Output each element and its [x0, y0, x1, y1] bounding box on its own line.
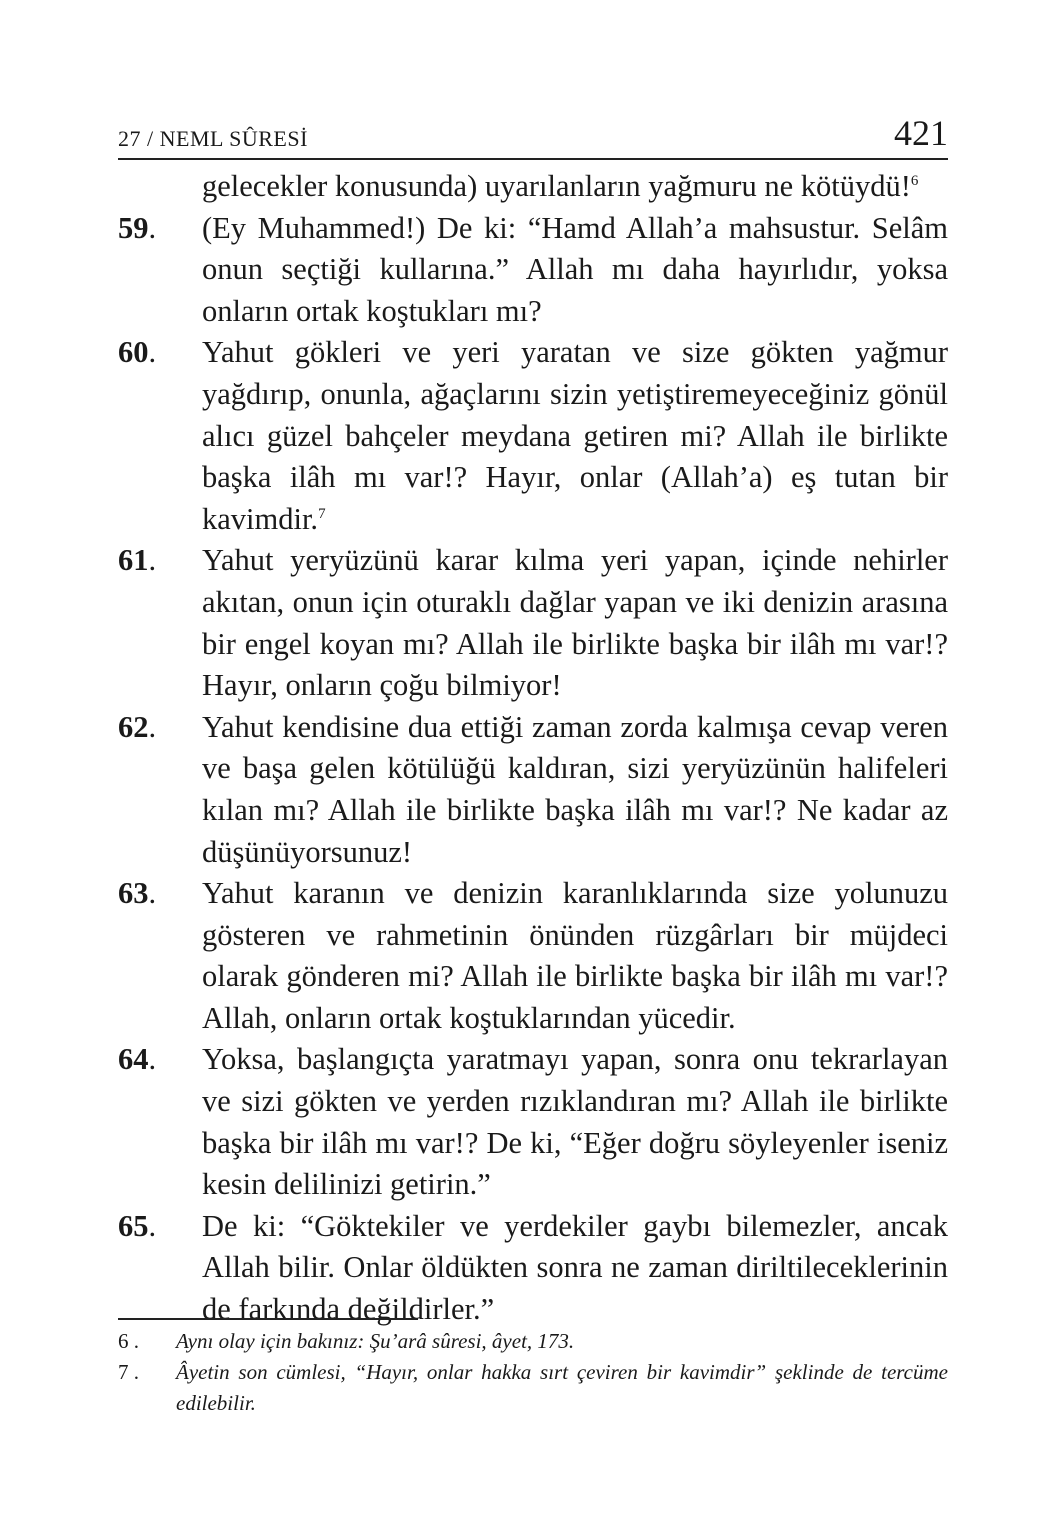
verse-number: 63.	[118, 876, 157, 911]
verse-number: 60.	[118, 335, 157, 370]
verse-text: gelecekler konusunda) uyarılanların yağmuru ne kötüydü!$^6$	[202, 169, 919, 203]
footnote	[118, 1326, 948, 1357]
verse-number: 65.	[118, 1208, 157, 1243]
footnotes	[118, 1326, 948, 1419]
verse-text: Yahut yeryüzünü karar kılma yeri yapan, içinde nehirler akıtan, onun için oturaklı dağlar yapan ve iki denizin arasına bir engel koyan mı? Allah ile birlikte başka bir ilâh mı var!? Hayır, onların çoğu bilmiyor!	[202, 543, 948, 703]
verse-number: 59.	[118, 210, 157, 245]
verse	[118, 707, 948, 873]
footnote-number: 7 .	[118, 1360, 139, 1384]
verse	[118, 873, 948, 1039]
verse	[118, 332, 948, 540]
verse-text: Yahut gökleri ve yeri yaratan ve size gökten yağmur yağdırıp, onunla, ağaçlarını sizin yetiştiremeyeceğiniz gönül alıcı güzel bahçeler meydana getiren mi? Allah ile birlikte başka ilâh mı var!? Hayır, onlar (Allah’a) eş tutan bir kavimdir.$^7$	[202, 335, 948, 536]
running-header	[118, 110, 948, 160]
verse-number: 62.	[118, 709, 157, 744]
verse-text: Yahut karanın ve denizin karanlıklarında size yolunuzu gösteren ve rahmetinin önünden rüzgârları bir müjdeci olarak gönderen mi? Allah ile birlikte başka bir ilâh mı var!? Allah, onların ortak koştuklarından yücedir.	[202, 876, 948, 1035]
footnote-text: Aynı olay için bakınız: Şu’arâ sûresi, âyet, 173.	[176, 1329, 575, 1353]
verse	[118, 1206, 948, 1331]
surah-title: 27 / NEML SÛRESİ	[118, 126, 308, 151]
footnote-ref: 7	[318, 505, 326, 522]
footnote-number: 6 .	[118, 1329, 139, 1353]
footnote-text: Âyetin son cümlesi, “Hayır, onlar hakka sırt çeviren bir kavimdir” şeklinde de tercüme edilebilir.	[176, 1360, 948, 1415]
verse-number: 61.	[118, 543, 157, 578]
verse	[118, 540, 948, 706]
verse-list	[118, 208, 948, 1331]
footnote-divider	[118, 1318, 418, 1320]
page-number: 421	[894, 113, 948, 153]
verse	[118, 1039, 948, 1205]
main-text	[118, 166, 948, 1331]
verse	[118, 208, 948, 333]
verse-text: Yoksa, başlangıçta yaratmayı yapan, sonra onu tekrarlayan ve sizi gökten ve yerden rızıklandıran mı? Allah ile birlikte başka bir ilâh mı var!? De ki, “Eğer doğru söyleyenler iseniz kesin delilinizi getirin.”	[202, 1042, 948, 1202]
verse-text: De ki: “Göktekiler ve yerdekiler gaybı bilemezler, ancak Allah bilir. Onlar öldükten sonra ne zaman diriltileceklerinin de farkında değildirler.”	[202, 1208, 948, 1327]
verse-text: Yahut kendisine dua ettiği zaman zorda kalmışa cevap veren ve başa gelen kötülüğü kaldıran, sizi yeryüzünün halifeleri kılan mı? Allah ile birlikte başka ilâh mı var!? Ne kadar az düşünüyorsunuz!	[202, 709, 948, 869]
verse-continuation	[118, 166, 948, 208]
footnote-ref: 6	[910, 172, 919, 189]
verse-number: 64.	[118, 1042, 157, 1077]
footnote	[118, 1357, 948, 1419]
verse-text: (Ey Muhammed!) De ki: “Hamd Allah’a mahsustur. Selâm onun seçtiği kullarına.” Allah mı daha hayırlıdır, yoksa onların ortak koştukları mı?	[202, 210, 948, 328]
